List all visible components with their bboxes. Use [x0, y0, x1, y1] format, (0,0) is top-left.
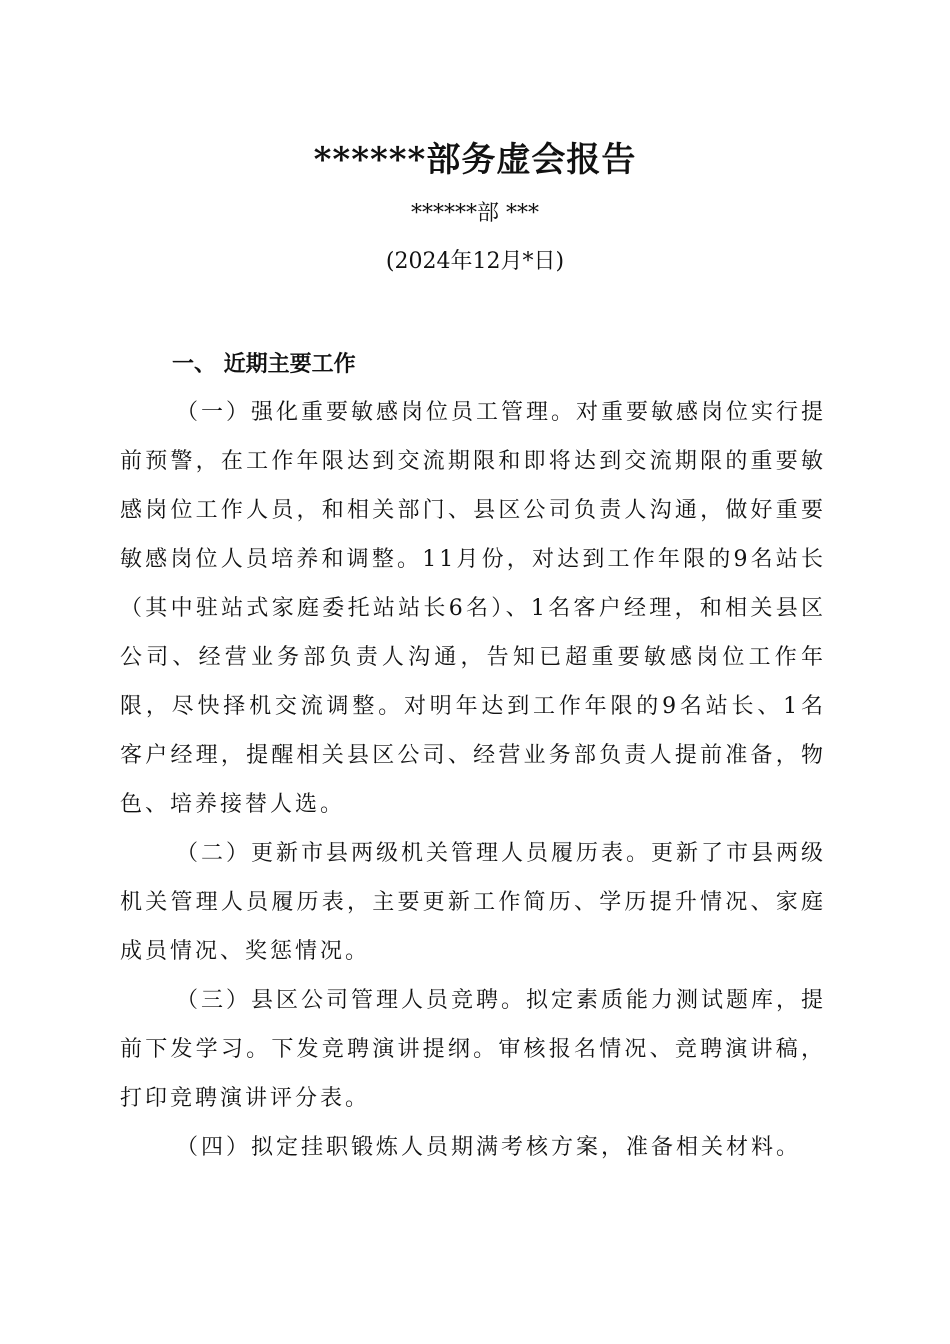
section-heading: 一、 近期主要工作: [172, 351, 356, 377]
paragraph-1: （一）强化重要敏感岗位员工管理。对重要敏感岗位实行提前预警，在工作年限达到交流期限和即将达到交流期限的重要敏感岗位工作人员，和相关部门、县区公司负责人沟通，做好重要敏感岗位人员培养和调整。11月份，对达到工作年限的9名站长（其中驻站式家庭委托站站长6名）、1名客户经理，和相关县区公司、经营业务部负责人沟通，告知已超重要敏感岗位工作年限，尽快择机交流调整。对明年达到工作年限的9名站长、1名客户经理，提醒相关县区公司、经营业务部负责人提前准备，物色、培养接替人选。: [120, 400, 827, 817]
paragraph-2: （二）更新市县两级机关管理人员履历表。更新了市县两级机关管理人员履历表，主要更新工作简历、学历提升情况、家庭成员情况、奖惩情况。: [120, 841, 827, 964]
paragraph-4: （四）拟定挂职锻炼人员期满考核方案，准备相关材料。: [176, 1135, 802, 1160]
document-body: [120, 340, 826, 1172]
document-title: ******部务虚会报告: [313, 140, 637, 180]
document-date: (2024年12月*日): [385, 249, 565, 274]
paragraph-3: （三）县区公司管理人员竞聘。拟定素质能力测试题库，提前下发学习。下发竞聘演讲提纲。审核报名情况、竞聘演讲稿，打印竞聘演讲评分表。: [120, 988, 827, 1111]
document-author: ******部 ***: [411, 201, 539, 226]
